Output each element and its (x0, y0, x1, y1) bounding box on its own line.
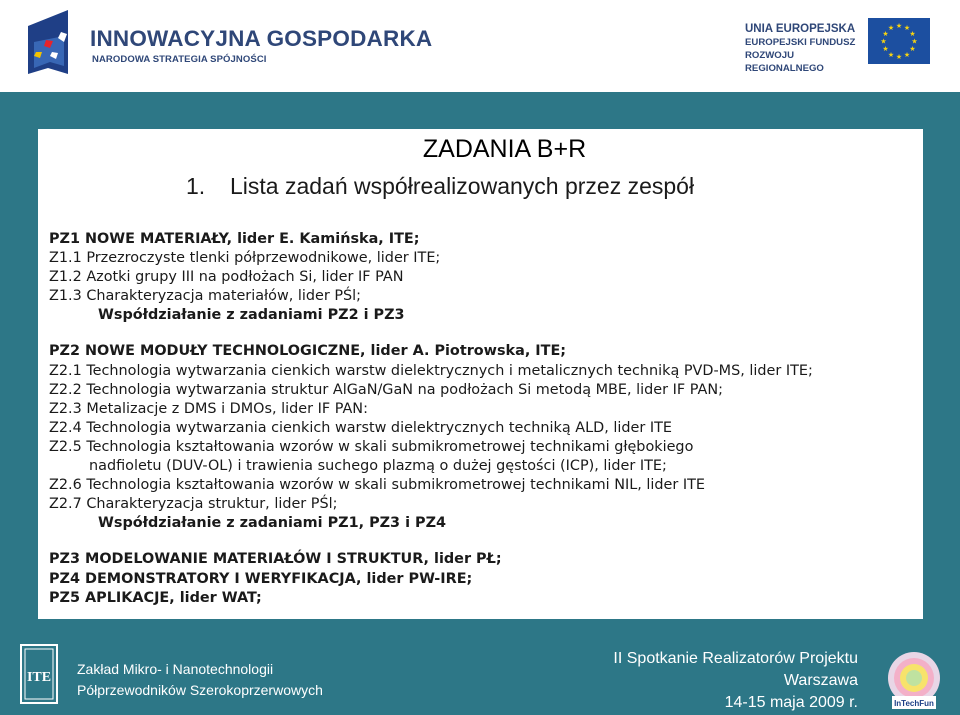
pz1-cooperation: Współdziałanie z zadaniami PZ2 i PZ3 (98, 307, 405, 324)
pz1-item: Z1.3 Charakteryzacja materiałów, lider PŚl; (49, 288, 361, 305)
spacer (49, 533, 919, 550)
innowacyjna-gospodarka-logo (20, 6, 82, 78)
svg-text:★: ★ (880, 37, 887, 46)
footer-event (613, 648, 858, 714)
slide-title: ZADANIA B+R (422, 135, 587, 163)
svg-text:★: ★ (909, 30, 916, 38)
pz2-item: Z2.2 Technologia wytwarzania struktur AlGaN/GaN na podłożach Si metodą MBE, lider IF PAN; (49, 381, 723, 398)
pz2-item: Z2.6 Technologia kształtowania wzorów w skali submikrometrowej technikami NIL, lider ITE (49, 477, 706, 494)
svg-text:★: ★ (882, 30, 889, 38)
pz2-cooperation: Współdziałanie z zadaniami PZ1, PZ3 i PZ4 (98, 515, 447, 532)
pz5-heading: PZ5 APLIKACJE, lider WAT; (49, 589, 262, 606)
intechfun-logo-text: InTechFun (894, 699, 934, 708)
pz3-heading: PZ3 MODELOWANIE MATERIAŁÓW I STRUKTUR, lider PŁ; (49, 551, 502, 568)
footer-right-line-3: 14-15 maja 2009 r. (724, 694, 858, 711)
svg-text:★: ★ (903, 24, 911, 32)
innowacyjna-gospodarka-title: INNOWACYJNA GOSPODARKA (90, 26, 433, 51)
footer-left-line-1: Zakład Mikro- i Nanotechnologii (77, 661, 274, 677)
pz2-item: Z2.5 Technologia kształtowania wzorów w skali submikrometrowej technikami głębokiego (49, 438, 694, 455)
eu-fund-text (745, 23, 860, 75)
innowacyjna-gospodarka-subtitle: NARODOWA STRATEGIA SPÓJNOŚCI (92, 54, 267, 65)
pz2-item: Z2.4 Technologia wytwarzania cienkich warstw dielektrycznych techniką ALD, lider ITE (49, 419, 672, 436)
svg-text:★: ★ (903, 51, 911, 59)
pz1-item: Z1.2 Azotki grupy III na podłożach Si, lider IF PAN (49, 269, 404, 286)
eu-line-1: UNIA EUROPEJSKA (745, 23, 856, 35)
spacer (49, 325, 919, 342)
svg-text:★: ★ (895, 53, 903, 61)
footer-left-line-2: Półprzewodników Szerokoprzerwowych (77, 682, 323, 698)
svg-text:★: ★ (887, 24, 895, 32)
ite-logo (20, 644, 58, 704)
svg-text:★: ★ (882, 45, 889, 53)
subtitle-number: 1. (186, 173, 206, 199)
svg-text:★: ★ (909, 45, 916, 53)
eu-line-3: ROZWOJU REGIONALNEGO (745, 50, 824, 74)
eu-flag-icon (868, 18, 930, 64)
svg-text:★: ★ (887, 51, 895, 59)
svg-text:★: ★ (911, 37, 918, 46)
pz1-heading: PZ1 NOWE MATERIAŁY, lider E. Kamińska, ITE; (49, 231, 420, 247)
pz2-item: Z2.1 Technologia wytwarzania cienkich warstw dielektrycznych i metalicznych techniką PVD-MS, lider ITE; (49, 362, 813, 379)
task-list (49, 230, 919, 608)
pz1-item: Z1.1 Przezroczyste tlenki półprzewodnikowe, lider ITE; (49, 250, 441, 267)
subtitle-text: Lista zadań współrealizowanych przez zespół (230, 173, 695, 199)
pz2-item: Z2.7 Charakteryzacja struktur, lider PŚl; (49, 496, 338, 513)
pz4-heading: PZ4 DEMONSTRATORY I WERYFIKACJA, lider PW-IRE; (49, 570, 473, 587)
pz2-item-continued: nadfioletu (DUV-OL) i trawienia suchego plazmą o dużej gęstości (ICP), lider ITE; (89, 458, 667, 475)
pz2-heading: PZ2 NOWE MODUŁY TECHNOLOGICZNE, lider A. Piotrowska, ITE; (49, 343, 567, 360)
pz2-item: Z2.3 Metalizacje z DMS i DMOs, lider IF PAN: (49, 400, 368, 417)
header-bar (0, 0, 960, 92)
eu-line-2: EUROPEJSKI FUNDUSZ (745, 37, 856, 48)
intechfun-logo (882, 650, 946, 712)
footer-right-line-1: II Spotkanie Realizatorów Projektu (613, 650, 858, 667)
slide-subtitle (186, 173, 694, 200)
footer-right-line-2: Warszawa (783, 672, 858, 689)
ite-logo-text: ITE (26, 670, 52, 685)
content-panel (38, 129, 923, 619)
footer-institution (77, 659, 323, 701)
svg-text:★: ★ (895, 22, 903, 30)
